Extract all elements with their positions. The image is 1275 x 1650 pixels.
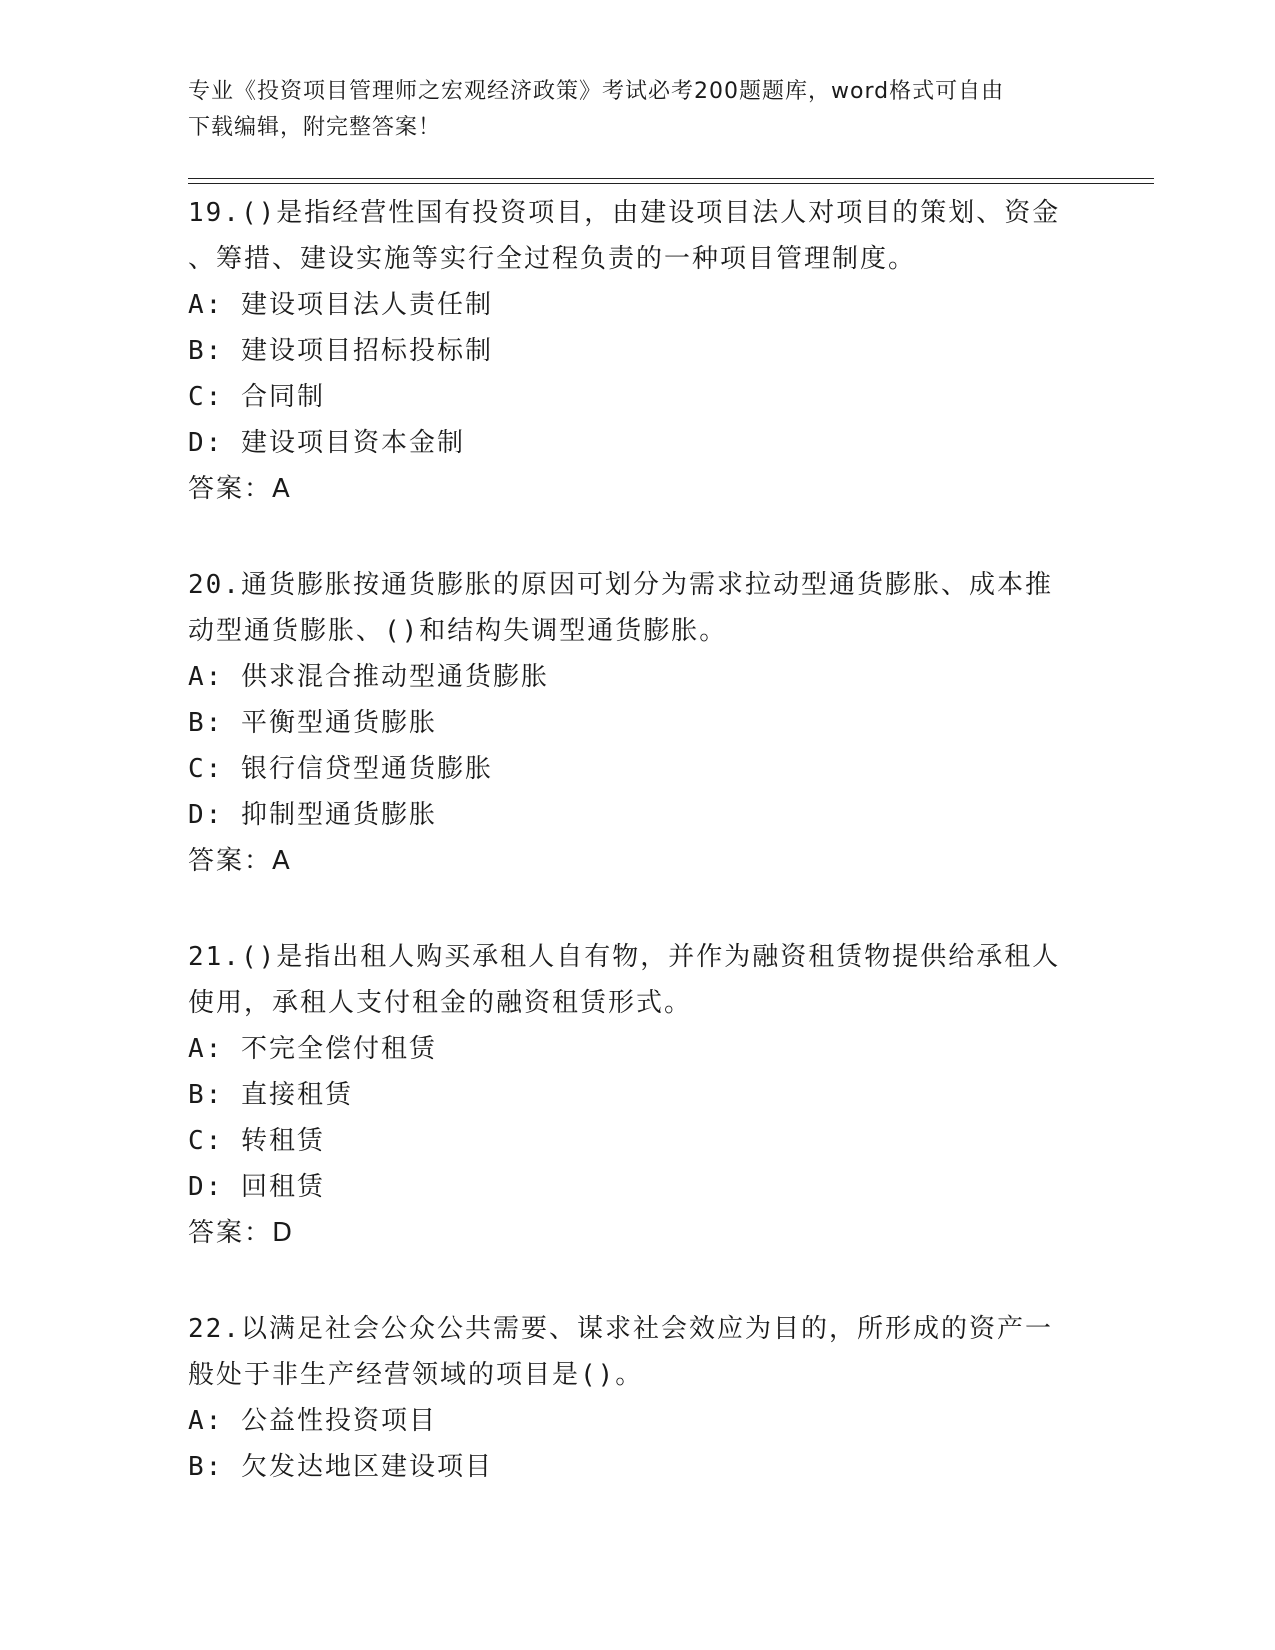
question-text: 般处于非生产经营领域的项目是()。: [188, 1360, 644, 1390]
answer: 答案：A: [188, 474, 292, 504]
question-text: 使用，承租人支付租金的融资租赁形式。: [188, 988, 693, 1018]
option-c: C: 转租赁: [188, 1126, 325, 1156]
question-19: [188, 190, 1088, 512]
header-divider-bottom: [188, 183, 1154, 184]
option-b: B: 平衡型通货膨胀: [188, 708, 437, 738]
question-text: 、筹措、建设实施等实行全过程负责的一种项目管理制度。: [188, 244, 917, 274]
question-list: [188, 190, 1088, 1540]
header-line-2: 下载编辑，附完整答案！: [188, 115, 442, 140]
question-21: [188, 934, 1088, 1256]
document-header: [188, 74, 1078, 146]
question-text: 22.以满足社会公众公共需要、谋求社会效应为目的，所形成的资产一: [188, 1314, 1053, 1344]
option-b: B: 欠发达地区建设项目: [188, 1452, 493, 1482]
option-d: D: 抑制型通货膨胀: [188, 800, 437, 830]
option-d: D: 建设项目资本金制: [188, 428, 465, 458]
option-b: B: 直接租赁: [188, 1080, 353, 1110]
question-text: 20.通货膨胀按通货膨胀的原因可划分为需求拉动型通货膨胀、成本推: [188, 570, 1053, 600]
header-divider-top: [188, 178, 1154, 179]
question-20: [188, 562, 1088, 884]
header-line-1: 专业《投资项目管理师之宏观经济政策》考试必考200题题库，word格式可自由: [188, 79, 1005, 104]
answer: 答案：A: [188, 846, 292, 876]
option-c: C: 合同制: [188, 382, 325, 412]
option-c: C: 银行信贷型通货膨胀: [188, 754, 493, 784]
answer: 答案：D: [188, 1218, 295, 1248]
option-d: D: 回租赁: [188, 1172, 325, 1202]
question-text: 21.()是指出租人购买承租人自有物，并作为融资租赁物提供给承租人: [188, 942, 1061, 972]
option-b: B: 建设项目招标投标制: [188, 336, 493, 366]
question-text: 动型通货膨胀、()和结构失调型通货膨胀。: [188, 616, 728, 646]
option-a: A: 供求混合推动型通货膨胀: [188, 662, 549, 692]
option-a: A: 建设项目法人责任制: [188, 290, 493, 320]
question-text: 19.()是指经营性国有投资项目，由建设项目法人对项目的策划、资金: [188, 198, 1061, 228]
option-a: A: 不完全偿付租赁: [188, 1034, 437, 1064]
option-a: A: 公益性投资项目: [188, 1406, 437, 1436]
question-22: [188, 1306, 1088, 1490]
